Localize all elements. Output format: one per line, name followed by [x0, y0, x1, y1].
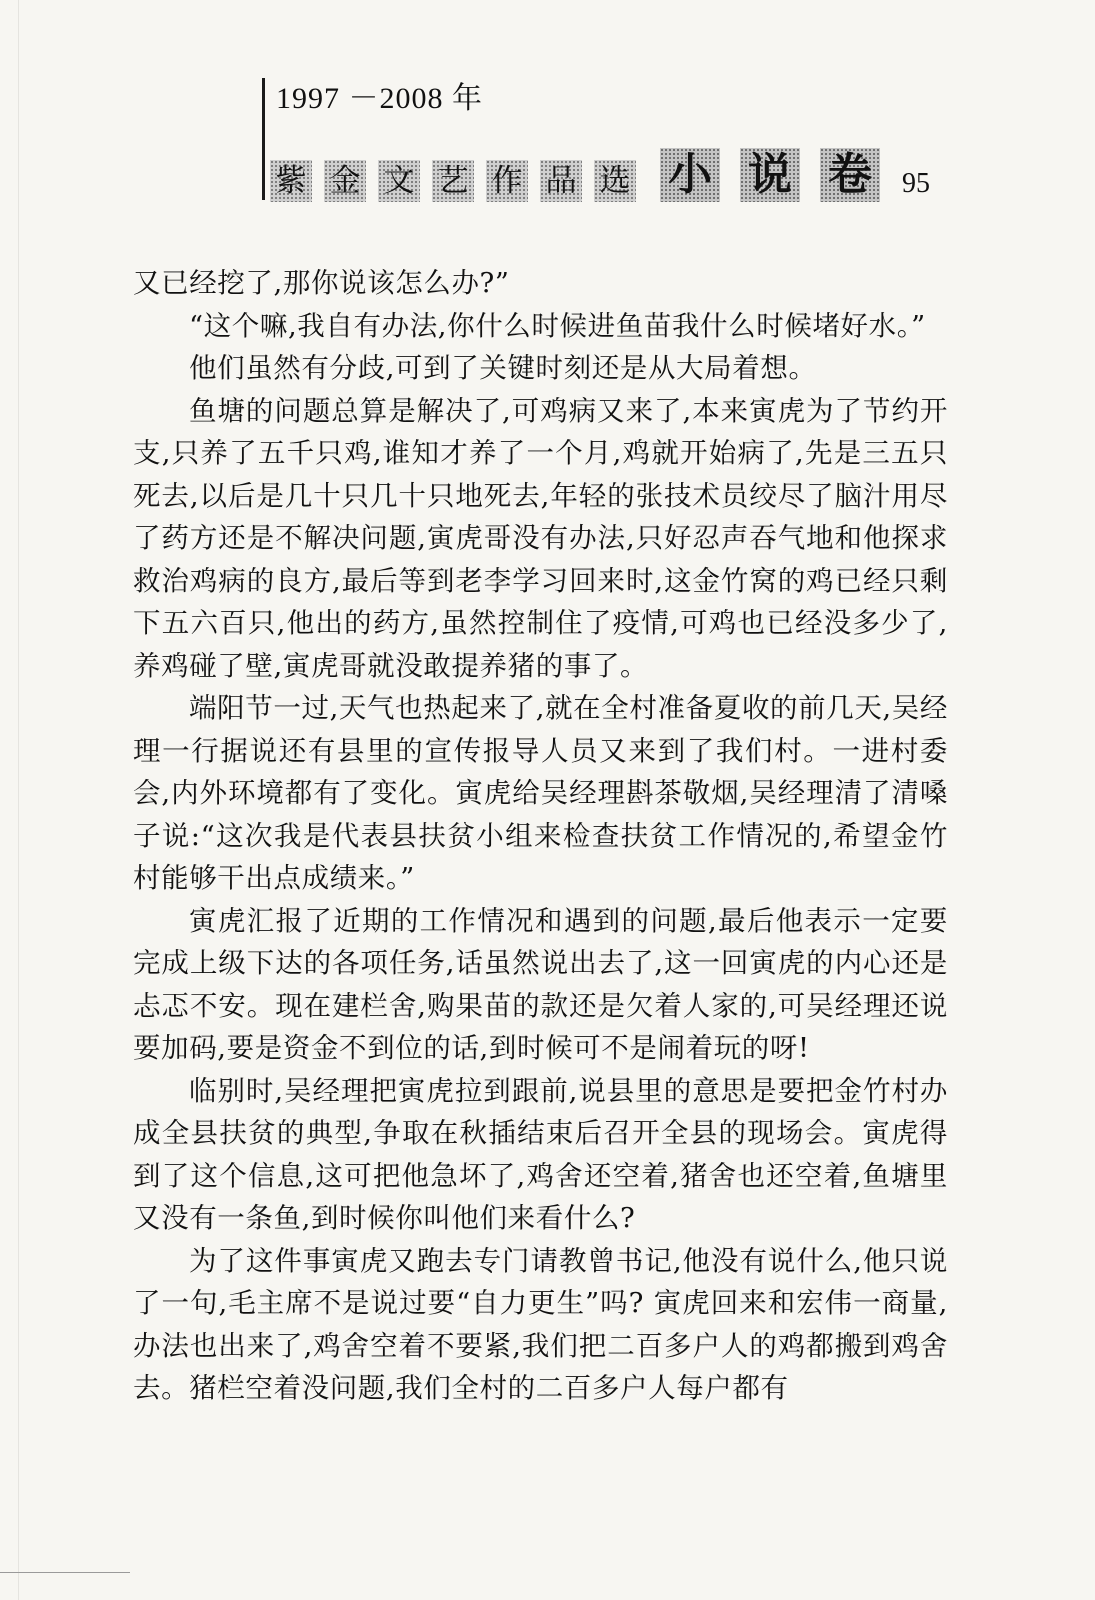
paragraph: “这个嘛,我自有办法,你什么时候进鱼苗我什么时候堵好水。”	[189, 309, 926, 342]
paragraph: 又已经挖了,那你说该怎么办?”	[133, 267, 510, 299]
page-number: 95	[902, 168, 930, 199]
paragraph: 鱼塘的问题总算是解决了,可鸡病又来了,本来寅虎为了节约开支,只养了五千只鸡,谁知才养了一个月,鸡就开始病了,先是三五只死去,以后是几十只几十只地死去,年轻的张技术员绞尽了脑汁用尽了药方还是不解决问题,寅虎哥没有办法,只好忍声吞气地和他探求救治鸡病的良方,最后等到老李学习回来时,这金竹窝的鸡已经只剩下五六百只,他出的药方,虽然控制住了疫情,可鸡也已经没多少了,养鸡碰了壁,寅虎哥就没敢提养猪的事了。	[133, 394, 948, 682]
series-title-char: 品	[540, 160, 582, 202]
series-title-char: 文	[378, 160, 420, 202]
paragraph: 寅虎汇报了近期的工作情况和遇到的问题,最后他表示一定要完成上级下达的各项任务,话虽然说出去了,这一回寅虎的内心还是忐忑不安。现在建栏舍,购果苗的款还是欠着人家的,可吴经理还说要加码,要是资金不到位的话,到时候可不是闹着玩的呀!	[133, 904, 948, 1064]
series-title-char: 紫	[270, 160, 312, 202]
series-title-char: 金	[324, 160, 366, 202]
volume-title-char: 卷	[820, 148, 880, 202]
paragraph: 为了这件事寅虎又跑去专门请教曾书记,他没有说什么,他只说了一句,毛主席不是说过要“自力更生”吗? 寅虎回来和宏伟一商量,办法也出来了,鸡舍空着不要紧,我们把二百多户人的鸡都搬到鸡舍去。猪栏空着没问题,我们全村的二百多户人每户都有	[133, 1244, 948, 1404]
page-edge-shadow	[18, 0, 19, 1600]
paragraph: 端阳节一过,天气也热起来了,就在全村准备夏收的前几天,吴经理一行据说还有县里的宣传报导人员又来到了我们村。一进村委会,内外环境都有了变化。寅虎给吴经理斟茶敬烟,吴经理清了清嗓子说:“这次我是代表县扶贫小组来检查扶贫工作情况的,希望金竹村能够干出点成绩来。”	[133, 692, 948, 894]
volume-title-char: 说	[740, 148, 800, 202]
running-header	[270, 148, 930, 202]
header-years: 1997 －2008 年	[276, 82, 483, 115]
body-text	[133, 262, 948, 1410]
header-vertical-rule	[262, 78, 265, 200]
volume-title-char: 小	[660, 148, 720, 202]
series-title-char: 艺	[432, 160, 474, 202]
series-title-char: 作	[486, 160, 528, 202]
paragraph: 他们虽然有分歧,可到了关键时刻还是从大局着想。	[189, 352, 817, 384]
paragraph: 临别时,吴经理把寅虎拉到跟前,说县里的意思是要把金竹村办成全县扶贫的典型,争取在秋插结束后召开全县的现场会。寅虎得到了这个信息,这可把他急坏了,鸡舍还空着,猪舍也还空着,鱼塘里又没有一条鱼,到时候你叫他们来看什么?	[133, 1074, 948, 1234]
series-title-char: 选	[594, 160, 636, 202]
footer-rule	[0, 1572, 130, 1573]
